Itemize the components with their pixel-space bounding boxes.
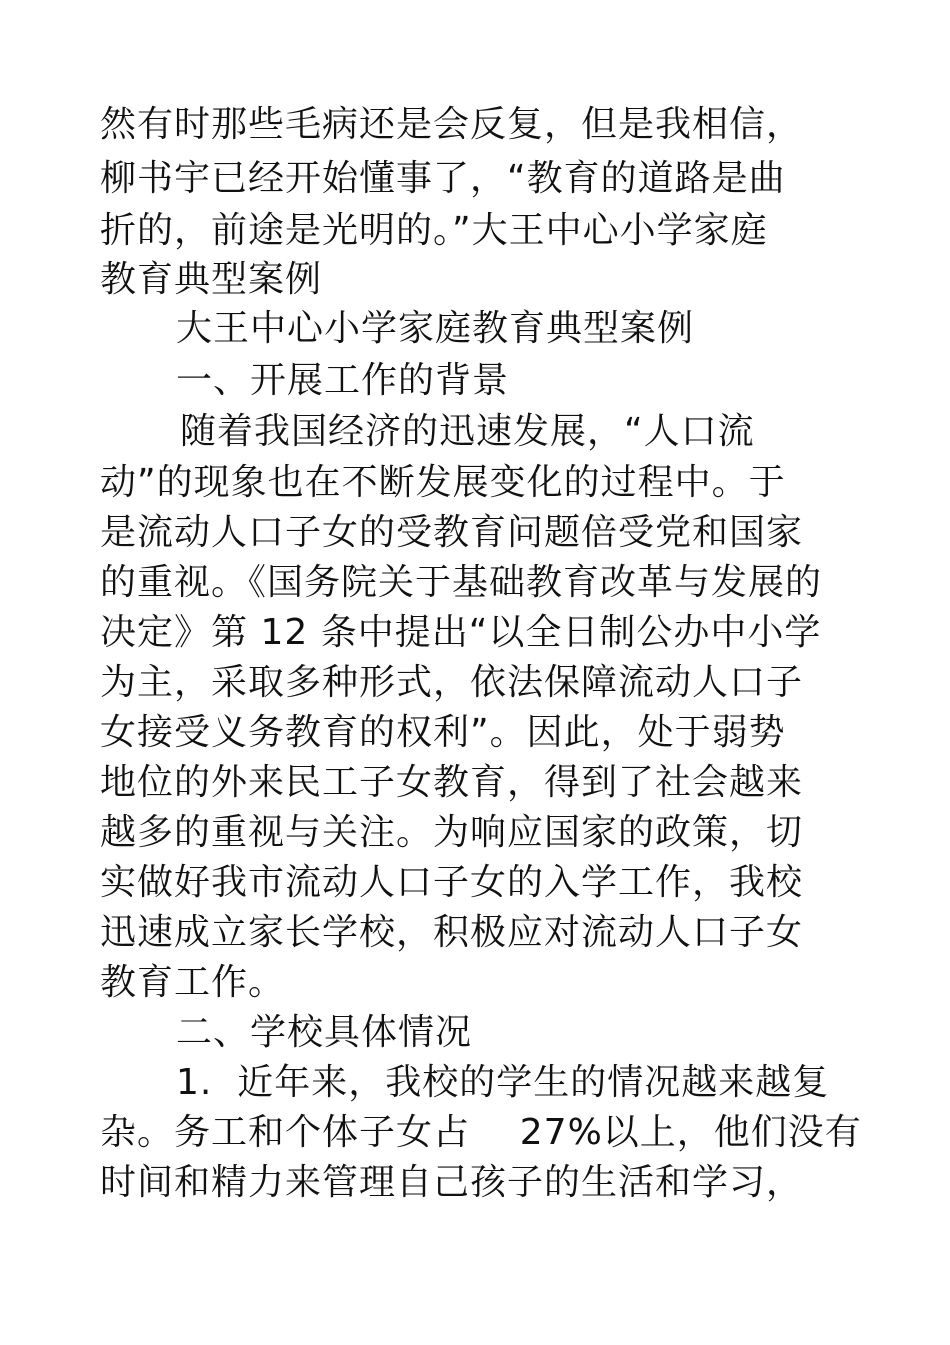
body-text-line: 折的，前途是光明的。”大王中心小学家庭 bbox=[100, 210, 768, 251]
body-text-line: 地位的外来民工子女教育，得到了社会越来 bbox=[100, 762, 804, 803]
body-text-line: 教育典型案例 bbox=[100, 259, 323, 300]
section-title: 大王中心小学家庭教育典型案例 bbox=[176, 308, 695, 349]
body-text-line: 教育工作。 bbox=[100, 962, 286, 1003]
body-text-line: 的重视。《国务院关于基础教育改革与发展的 bbox=[100, 562, 823, 603]
body-text-line: 然有时那些毛病还是会反复，但是我相信， bbox=[100, 104, 804, 145]
body-text-line: 越多的重视与关注。为响应国家的政策，切 bbox=[100, 812, 804, 853]
body-text-line: 决定》第 12 条中提出“以全日制公办中小学 bbox=[100, 612, 822, 653]
body-text-line: 实做好我市流动人口子女的入学工作，我校 bbox=[100, 862, 804, 903]
body-text-line: 为主，采取多种形式，依法保障流动人口子 bbox=[100, 662, 804, 703]
section-heading: 一、开展工作的背景 bbox=[176, 360, 510, 401]
body-text-line: 迅速成立家长学校，积极应对流动人口子女 bbox=[100, 912, 804, 953]
body-text-line: 柳书宇已经开始懂事了，“教育的道路是曲 bbox=[100, 158, 786, 199]
body-text-line: 时间和精力来管理自己孩子的生活和学习， bbox=[100, 1162, 804, 1203]
body-text-line: 随着我国经济的迅速发展，“人口流 bbox=[180, 411, 755, 452]
body-text-line: 杂。务工和个体子女占 27%以上，他们没有 bbox=[100, 1112, 862, 1153]
body-text-line: 是流动人口子女的受教育问题倍受党和国家 bbox=[100, 512, 804, 553]
body-text-line: 女接受义务教育的权利”。因此，处于弱势 bbox=[100, 712, 786, 753]
body-text-line: 动”的现象也在不断发展变化的过程中。于 bbox=[100, 462, 786, 503]
section-heading: 二、学校具体情况 bbox=[176, 1012, 473, 1053]
body-text-line: 1. 近年来，我校的学生的情况越来越复 bbox=[176, 1062, 830, 1103]
